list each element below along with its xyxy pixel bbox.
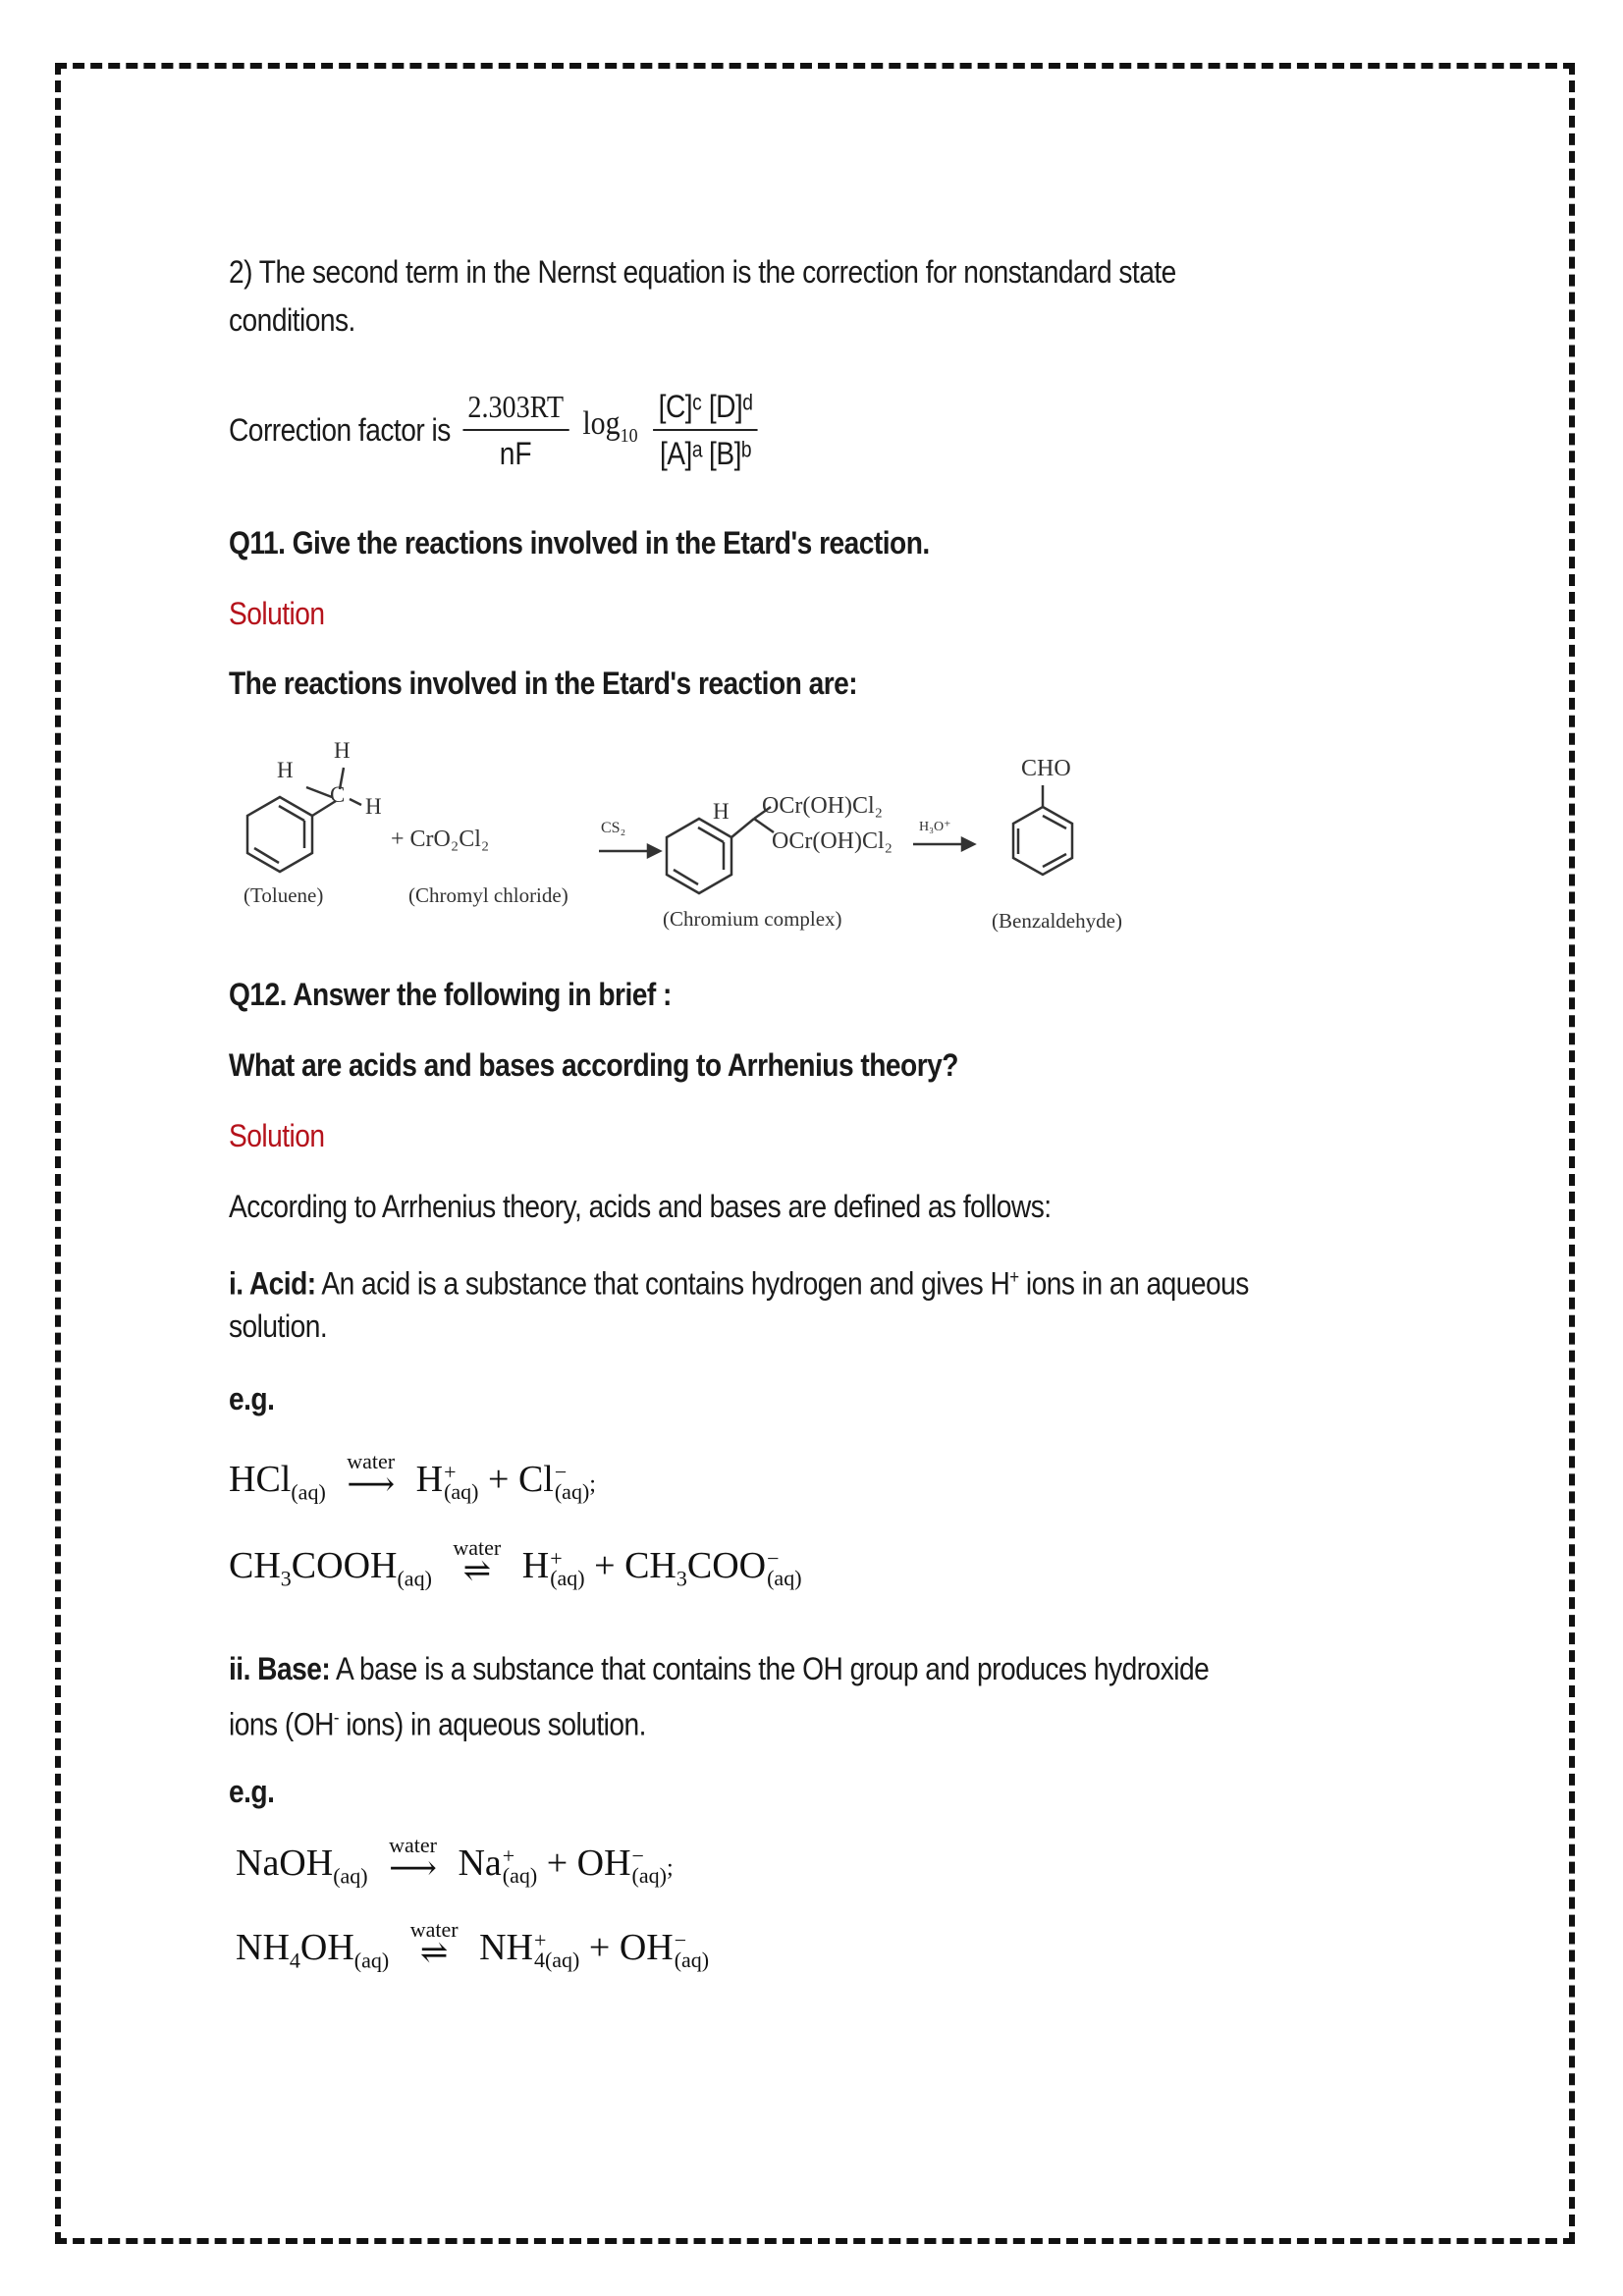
phase: (aq) [397, 1566, 432, 1591]
toluene-carbon: C [330, 782, 346, 807]
acid-definition-line2: solution. [229, 1308, 328, 1344]
q12-question: Q12. Answer the following in brief : [229, 977, 672, 1012]
q12-solution-label: Solution [229, 1118, 325, 1153]
product-oh: OH [619, 1927, 674, 1968]
arrow-label: water [347, 1449, 396, 1474]
arrow-symbol: ⇌ [419, 1935, 449, 1972]
chromyl-chloride-formula: + CrO₂Cl₂ [391, 827, 490, 852]
forward-arrow-icon [347, 1449, 396, 1504]
product-na: Na [458, 1842, 502, 1884]
semicolon: ; [666, 1855, 674, 1881]
charge: + [502, 1843, 515, 1869]
fraction-products: [C]ᶜ [D]ᵈ [653, 388, 757, 431]
plus-sign: + [594, 1545, 616, 1586]
toluene-h-left: H [277, 758, 294, 782]
toluene-h-top: H [334, 738, 351, 763]
ion-scripts [444, 1460, 479, 1505]
arrow-label: water [409, 1917, 459, 1943]
oh-minus-superscript: - [333, 1708, 339, 1729]
product-acetate: CH [624, 1545, 676, 1586]
arrhenius-intro: According to Arrhenius theory, acids and bases are defined as follows: [229, 1189, 1052, 1224]
forward-arrow-icon [389, 1833, 437, 1888]
plus-sign: + [546, 1842, 568, 1884]
reactant: NH [236, 1927, 290, 1968]
q11-answer-intro: The reactions involved in the Etard's reaction are: [229, 666, 858, 701]
base-definition-line1 [229, 1649, 1209, 1688]
product-nh4: NH [479, 1927, 533, 1968]
subscript: 3 [676, 1566, 687, 1591]
product-oh: OH [576, 1842, 631, 1884]
ion-scripts [502, 1843, 538, 1889]
acid-label: i. Acid: [229, 1265, 316, 1302]
arrow-symbol: ⇌ [462, 1553, 492, 1590]
complex-group-top: OCr(OH)Cl₂ [762, 793, 884, 819]
correction-factor-formula [229, 386, 766, 474]
correction-label: Correction factor is [229, 412, 451, 448]
charge: + [533, 1928, 547, 1953]
reactant-rest: COOH [291, 1545, 398, 1586]
cs2-reagent: CS₂ [601, 820, 626, 836]
fraction-reactants: [A]ᵃ [B]ᵇ [659, 436, 752, 471]
product-h: H [521, 1545, 550, 1586]
equation-nh4oh [236, 1917, 710, 1974]
fraction-numerator: 2.303RT [462, 388, 568, 431]
phase: (aq) [550, 1566, 585, 1591]
etard-reaction-diagram [236, 738, 1168, 949]
q11-question: Q11. Give the reactions involved in the Etard's reaction. [229, 525, 930, 561]
arrow-symbol: ⟶ [347, 1467, 396, 1504]
base-text-b: ions (OH [229, 1706, 334, 1742]
log-term [582, 404, 637, 455]
equation-hcl [229, 1449, 596, 1506]
charge: − [767, 1546, 780, 1572]
equilibrium-arrow-icon [453, 1535, 502, 1590]
equation-naoh [236, 1833, 674, 1890]
charge: − [554, 1460, 568, 1485]
equilibrium-arrow-icon [409, 1917, 459, 1972]
hcl-reactant: HCl [229, 1459, 292, 1500]
log-base: 10 [620, 424, 638, 447]
q11-solution-label: Solution [229, 596, 325, 631]
phase: (aq) [631, 1863, 667, 1889]
charge: − [674, 1928, 687, 1953]
charge: − [631, 1843, 644, 1869]
phase: 4(aq) [533, 1948, 580, 1973]
h3o-reagent: H₃O⁺ [919, 820, 951, 834]
complex-group-bottom: OCr(OH)Cl₂ [772, 828, 893, 854]
toluene-h-right: H [365, 794, 382, 819]
q12-subquestion: What are acids and bases according to Arrhenius theory? [229, 1047, 958, 1083]
nernst-paragraph-line2: conditions. [229, 302, 355, 338]
reactant-rest: OH [299, 1927, 354, 1968]
product-cl: Cl [517, 1459, 554, 1500]
arrow-label: water [453, 1535, 502, 1561]
acid-eg-label: e.g. [229, 1381, 275, 1416]
ion-scripts [550, 1546, 585, 1591]
charge: + [550, 1546, 563, 1572]
acid-text-end: ions in an aqueous [1018, 1265, 1249, 1302]
nernst-paragraph-line1: 2) The second term in the Nernst equation is the correction for nonstandard state [229, 254, 1176, 290]
fraction-concentrations [653, 388, 757, 472]
subscript: 4 [289, 1948, 300, 1973]
chromyl-chloride-label: (Chromyl chloride) [408, 883, 568, 907]
log-text: log [582, 405, 621, 443]
base-definition-line2 [229, 1699, 646, 1744]
charge: + [444, 1460, 457, 1485]
ion-scripts [767, 1546, 802, 1591]
base-eg-label: e.g. [229, 1774, 275, 1809]
complex-h: H [713, 799, 730, 824]
ion-scripts [631, 1843, 667, 1889]
plus-sign: + [588, 1927, 611, 1968]
arrow-label: water [389, 1833, 437, 1858]
product-rest: COO [686, 1545, 767, 1586]
base-label: ii. Base: [229, 1651, 331, 1686]
phase: (aq) [291, 1479, 326, 1505]
chromium-complex-label: (Chromium complex) [663, 907, 842, 931]
base-text-c: ions) in aqueous solution. [338, 1706, 646, 1742]
acid-definition-line1 [229, 1258, 1249, 1304]
phase: (aq) [502, 1863, 538, 1889]
semicolon: ; [589, 1471, 596, 1497]
ion-scripts [674, 1928, 710, 1973]
reactant: CH [229, 1545, 281, 1586]
phase: (aq) [333, 1863, 368, 1889]
naoh-reactant: NaOH [236, 1842, 334, 1884]
plus-sign: + [488, 1459, 510, 1500]
equation-acetic-acid [229, 1535, 802, 1592]
phase: (aq) [444, 1479, 479, 1505]
phase: (aq) [767, 1566, 802, 1591]
cho-group: CHO [1021, 756, 1071, 781]
arrow-symbol: ⟶ [389, 1850, 437, 1888]
ion-scripts [533, 1928, 580, 1973]
subscript: 3 [280, 1566, 292, 1591]
phase: (aq) [554, 1479, 590, 1505]
ion-scripts [554, 1460, 590, 1505]
benzaldehyde-label: (Benzaldehyde) [992, 909, 1122, 933]
fraction-denominator: nF [499, 436, 532, 471]
phase: (aq) [353, 1948, 390, 1973]
acid-text: An acid is a substance that contains hydrogen and gives H [315, 1265, 1010, 1302]
product-h: H [415, 1459, 444, 1500]
phase: (aq) [674, 1948, 710, 1973]
h-plus-superscript: + [1009, 1267, 1019, 1288]
base-text: A base is a substance that contains the OH group and produces hydroxide [330, 1651, 1210, 1686]
toluene-label: (Toluene) [243, 883, 324, 907]
fraction-rt-nf [462, 388, 568, 472]
